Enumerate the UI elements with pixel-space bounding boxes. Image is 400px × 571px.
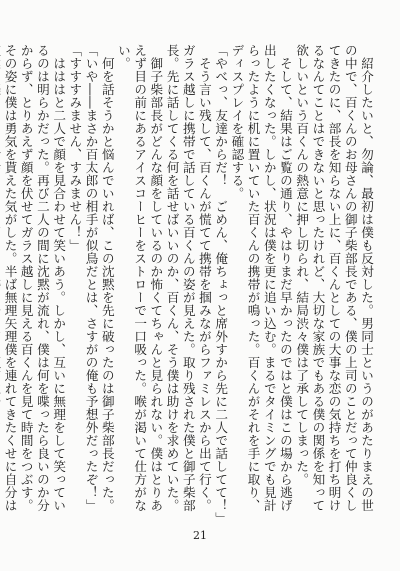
paragraph: そして、結果はご覧の通り、やはりまだ早かったのではと僕はこの場から逃げ出したくなった。しかし、状況は僕を更に追い込む。まるでタイミングでも見計らったように机に置いていた百くんの携帯が鳴った。百くんがそれを手に取り、ディスプレイを確認する。 bbox=[229, 44, 293, 512]
paragraph: 何を話そうかと悩んでいれば、この沈黙を先に破ったのは御子柴部長だった。 bbox=[99, 56, 115, 512]
paragraph-dialogue: 「やべっ、友達からだ！ ごめん、俺ちょっと席外すから先に二人で話してて！」 bbox=[213, 44, 229, 525]
paragraph-dialogue: 「いや――まさか百太郎の相手が似鳥だとは、さすがの俺も予想外だったぞ！」 bbox=[83, 44, 99, 512]
paragraph: はははと二人で顔を見合わせて笑いあう。しかし、互いに無理をして笑っているのは明らかだった。再び二人の間に沈黙が流れ、僕は何を喋ったら良いのか分からず、とりあえず顔を伏せてガラス越しに見える百くんを見て時間をつぶす。その姿に僕は勇気を貰えた気がした。半ば無理矢理僕を連れてきたくせに自分は bbox=[2, 44, 67, 512]
page-number: 21 bbox=[193, 529, 207, 542]
paragraph-dialogue: 「すすすみません、すみません！」 bbox=[67, 44, 83, 252]
paragraph: 御子柴部長がどんな顔をしているのか怖くてちゃんと見られない。僕はとりあえず目の前にあるアイスコーヒーをストローで一口吸った。喉が渇いて仕方がない。 bbox=[115, 44, 164, 512]
vertical-text-body bbox=[2, 44, 374, 525]
paragraph: そう言い残して、百くんが慌てて携帯を掴みながらファミレスから出て行く。ガラス越しに携帯で話している百くんの姿が見えた。取り残された僕と御子柴部長。先に話してくる何を話せばいいのか、百くん、そう僕は助けを求めていた。 bbox=[164, 44, 212, 512]
paragraph: 紹介したいと、勿論、最初は僕も反対した。男同士というのがあたりまえの世の中で、百くんのお母さんの御子柴部長である、僕の上司のことだって仲良くしてきたのに、部長を知らない上に、百くんとしての大事な恋の気持ちを打ち明けるなんてことはできないと思ったけれど、大切な家族でもある僕の関係を知って欲しいという百くんの熱意に押し切られ、結局渋々僕は了承してしまった。 bbox=[294, 44, 374, 512]
